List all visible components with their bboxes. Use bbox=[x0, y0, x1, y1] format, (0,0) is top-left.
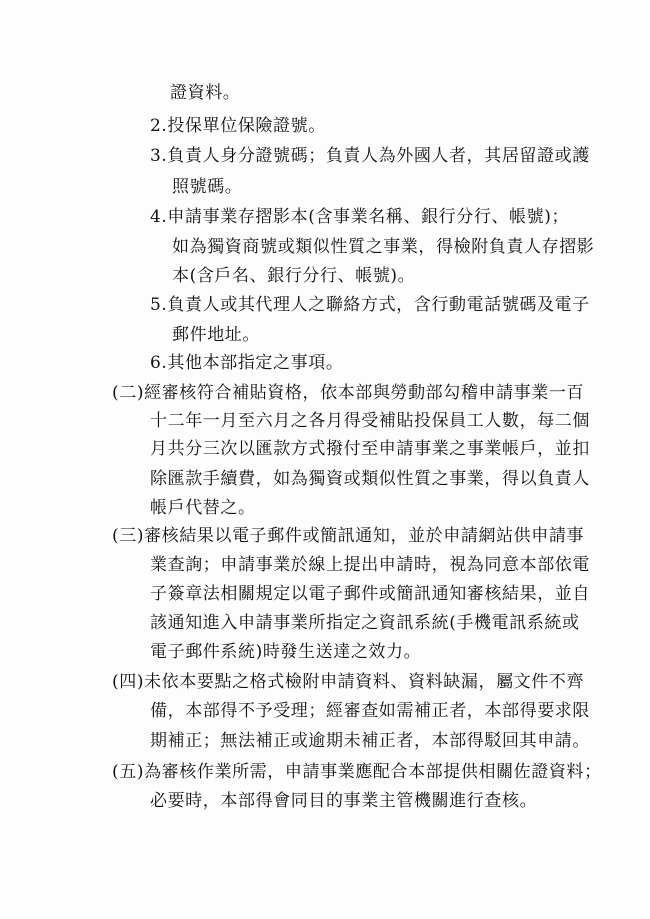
list-item-6: 6.其他本部指定之事項。 bbox=[150, 353, 344, 373]
text-line: 照號碼。 bbox=[172, 177, 243, 197]
text-line: 十二年一月至六月之各月得受補貼投保員工人數，每二個 bbox=[150, 411, 590, 431]
section-2-heading: (二)經審核符合補貼資格，依本部與勞動部勾稽申請事業一百 bbox=[112, 383, 585, 403]
text-line: 子簽章法相關規定以電子郵件或簡訊通知審核結果，並自 bbox=[150, 584, 590, 604]
list-item-4: 4.申請事業存摺影本(含事業名稱、銀行分行、帳號)； bbox=[150, 207, 570, 227]
text-line: 電子郵件系統)時發生送達之效力。 bbox=[150, 642, 422, 662]
text-line: 如為獨資商號或類似性質之事業，得檢附負責人存摺影 bbox=[172, 237, 595, 257]
text-line: 本(含戶名、銀行分行、帳號)。 bbox=[172, 266, 416, 286]
text-line: 除匯款手續費，如為獨資或類似性質之事業，得以負責人 bbox=[150, 469, 590, 489]
text-line: 業查詢；申請事業於線上提出申請時，視為同意本部依電 bbox=[150, 555, 590, 575]
text-line: 期補正；無法補正或逾期未補正者，本部得駁回其申請。 bbox=[150, 731, 590, 751]
text-line: 帳戶代替之。 bbox=[150, 498, 256, 518]
list-item-3: 3.負責人身分證號碼；負責人為外國人者，其居留證或護 bbox=[150, 146, 590, 166]
section-5-heading: (五)為審核作業所需，申請事業應配合本部提供相關佐證資料； bbox=[112, 762, 602, 782]
section-3-heading: (三)審核結果以電子郵件或簡訊通知，並於申請網站供申請事 bbox=[112, 526, 585, 546]
text-line: 必要時，本部得會同目的事業主管機關進行查核。 bbox=[150, 791, 538, 811]
list-item-5: 5.負責人或其代理人之聯絡方式，含行動電話號碼及電子 bbox=[150, 295, 590, 315]
text-line: 證資料。 bbox=[170, 83, 241, 103]
list-item-2: 2.投保單位保險證號。 bbox=[150, 116, 326, 136]
text-line: 該通知進入申請事業所指定之資訊系統(手機電訊系統或 bbox=[150, 613, 580, 633]
text-line: 備，本部得不予受理；經審查如需補正者，本部得要求限 bbox=[150, 701, 590, 721]
text-line: 郵件地址。 bbox=[172, 325, 260, 345]
section-4-heading: (四)未依本要點之格式檢附申請資料、資料缺漏，屬文件不齊 bbox=[112, 672, 585, 692]
text-line: 月共分三次以匯款方式撥付至申請事業之事業帳戶，並扣 bbox=[150, 439, 590, 459]
